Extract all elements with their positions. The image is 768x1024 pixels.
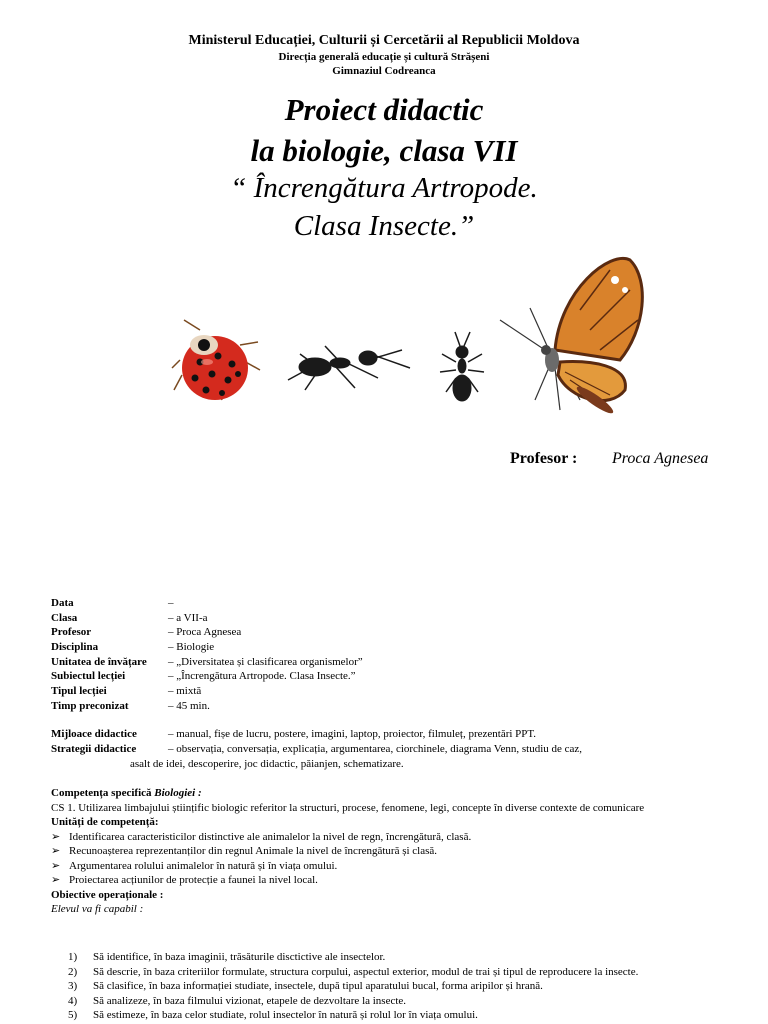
teacher-line [510,450,709,468]
detail-value: – „Încrengătura Artropode. Clasa Insecte.” [168,670,356,683]
arrow-bullet-icon: ➢ [51,830,61,843]
unit-item: ➢ Recunoașterea reprezentanților din regnul Animale la nivel de încrengătură și clasă. [51,845,438,857]
detail-value: – Biologie [168,641,215,654]
detail-value: – mixtă [168,685,202,698]
detail-key: Unitatea de învățare [51,655,147,668]
objectives-heading: Obiective operaționale : [51,888,164,901]
title-line-1: Proiect didactic [284,92,484,127]
arrow-bullet-icon: ➢ [51,874,61,886]
ministry-heading: Ministerul Educației, Culturii și Cercetării al Republicii Moldova [188,33,580,48]
title-line-4: Clasa Insecte.” [293,210,475,242]
detail-row [51,656,731,671]
detail-value: – „Diversitatea și clasificarea organismelor” [168,655,363,668]
detail-row [51,597,731,612]
ant-image [288,346,410,390]
arrow-bullet-icon: ➢ [51,845,61,857]
unit-item: ➢ Identificarea caracteristicilor distinctive ale animalelor la nivel de regn, încrengătură, clasă. [51,830,472,843]
means-key: Mijloace didactice [51,728,137,740]
detail-row [51,670,731,685]
detail-key: Disciplina [51,641,99,654]
means-row [51,728,731,743]
competence-section [51,786,721,917]
detail-key: Timp preconizat [51,699,129,712]
detail-row [51,626,731,641]
strategies-continuation: asalt de idei, descoperire, joc didactic, păianjen, schematizare. [130,758,404,770]
title-line-3: “ Încrengătura Artropode. [230,172,538,204]
butterfly-image [500,258,642,416]
teacher-name: Proca Agnesea [612,450,709,467]
detail-row [51,641,731,656]
objective-item: 4) Să analizeze, în baza filmului vizionat, etapele de dezvoltare la insecte. [68,994,407,1007]
means-value: – manual, fișe de lucru, postere, imagini, laptop, proiector, filmuleț, prezentări PPT. [168,728,537,740]
detail-value: – Proca Agnesea [168,626,242,639]
detail-row [51,612,731,627]
objectives-list [68,950,728,1023]
insects-illustration [170,250,650,430]
ladybug-image [172,320,260,400]
competence-text: CS 1. Utilizarea limbajului științific biologic referitor la structuri, procese, fenomene, legi, concepte în diverse contexte de comunicare [51,801,645,814]
means-key: Strategii didactice [51,742,137,755]
competence-heading: Competența specifică Biologiei : [51,787,202,799]
detail-key: Clasa [51,611,78,624]
units-heading: Unități de competență: [51,816,159,828]
teacher-label: Profesor : [510,450,578,467]
lesson-details [51,597,731,715]
detail-value: – a VII-a [168,611,208,624]
objective-item: 3) Să clasifice, în baza informației studiate, insectele, după tipul aparatului bucal, forma aripilor și hrană. [68,980,543,992]
objective-item: 1) Să identifice, în baza imaginii, trăsăturile disctictive ale insectelor. [68,951,386,963]
detail-key: Profesor [51,626,92,639]
detail-value: – 45 min. [168,699,210,712]
directorate-heading: Direcția generală educație și cultură Strășeni [278,51,490,63]
school-heading: Gimnaziul Codreanca [332,65,436,77]
title-line-2: la biologie, clasa VII [250,133,518,168]
means-value: – observația, conversația, explicația, argumentarea, ciorchinele, diagrama Venn, studiu de caz, [168,742,583,755]
unit-item: ➢ Argumentarea rolului animalelor în natură și în viața omului. [51,859,338,872]
detail-key: Data [51,597,74,609]
detail-key: Tipul lecției [51,685,107,698]
objectives-intro: Elevul va fi capabil : [51,903,144,915]
didactic-means [51,728,731,757]
means-row [51,743,731,758]
objective-item: 2) Să descrie, în baza criteriilor formulate, structura corpului, aspectul exterior, modul de trai și tipul de reproducere la insecte. [68,965,639,978]
detail-row [51,685,731,700]
detail-key: Subiectul lecției [51,670,126,683]
arrow-bullet-icon: ➢ [51,859,61,872]
small-ant-image [440,332,484,401]
detail-value: – [168,597,174,609]
objective-item: 5) Să estimeze, în baza celor studiate, rolul insectelor în natură și rolul lor în viața omului. [68,1009,478,1021]
unit-item: ➢ Proiectarea acțiunilor de protecție a faunei la nivel local. [51,874,318,886]
detail-row [51,700,731,715]
